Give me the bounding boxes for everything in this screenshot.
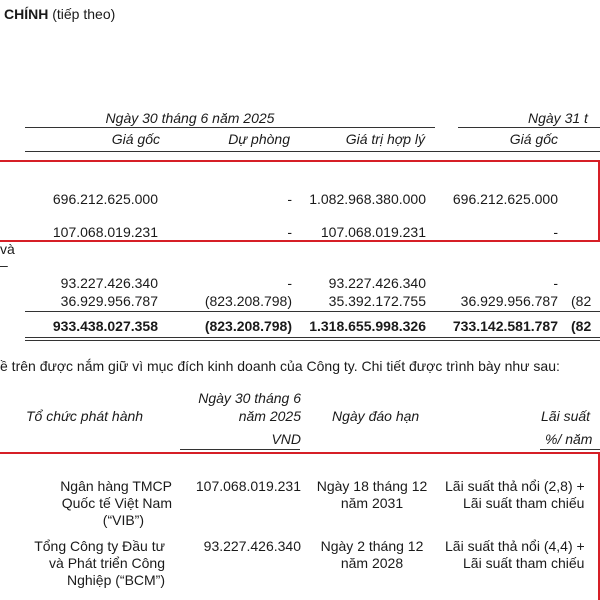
t2-header-underline-amount bbox=[180, 449, 300, 450]
group-underline-1 bbox=[25, 127, 435, 128]
t2-issuer-line: Tổng Công ty Đầu tư bbox=[34, 538, 165, 554]
t2-rate-line: Lãi suất tham chiếu bbox=[463, 555, 585, 571]
highlight-box-2-top bbox=[0, 452, 600, 454]
total-double-rule-1 bbox=[25, 337, 600, 338]
total-top-rule bbox=[25, 311, 600, 312]
t2-header-amount-line1: Ngày 30 tháng 6 bbox=[198, 390, 301, 406]
col-header-cost-prior: Giá gốc bbox=[509, 131, 558, 147]
cell-provision: - bbox=[287, 224, 292, 240]
cell-cost: 107.068.019.231 bbox=[52, 224, 158, 240]
cell-cost: 696.212.625.000 bbox=[52, 191, 158, 207]
t2-maturity-line: năm 2031 bbox=[340, 495, 404, 511]
row-label-fragment: – bbox=[0, 257, 8, 273]
t2-header-maturity: Ngày đáo hạn bbox=[332, 408, 420, 424]
t2-header-amount-unit: VND bbox=[271, 431, 301, 447]
cell-cost: 36.929.956.787 bbox=[60, 293, 158, 309]
t2-issuer-line: (“VIB”) bbox=[102, 512, 144, 528]
cell-fair-value: 1.082.968.380.000 bbox=[309, 191, 426, 207]
t2-issuer-line: và Phát triển Công bbox=[49, 555, 165, 571]
total-fair-value: 1.318.655.998.326 bbox=[309, 318, 426, 334]
t2-amount: 107.068.019.231 bbox=[195, 478, 301, 494]
group-underline-2 bbox=[458, 127, 600, 128]
cell-cost-prior: 696.212.625.000 bbox=[452, 191, 558, 207]
col-header-cost: Giá gốc bbox=[111, 131, 160, 147]
cell-cost-prior: 36.929.956.787 bbox=[460, 293, 558, 309]
cell-cost: 93.227.426.340 bbox=[60, 275, 158, 291]
highlight-box-1-bottom bbox=[0, 240, 600, 242]
t2-header-rate-unit: %/ năm bbox=[545, 431, 593, 447]
section-title-bold: CHÍNH bbox=[4, 6, 49, 22]
total-double-rule-2 bbox=[25, 340, 600, 341]
total-cost: 933.438.027.358 bbox=[52, 318, 158, 334]
section-title bbox=[4, 6, 115, 22]
total-cost-prior: 733.142.581.787 bbox=[452, 318, 558, 334]
cell-provision: (823.208.798) bbox=[204, 293, 292, 309]
cell-fair-value: 93.227.426.340 bbox=[328, 275, 426, 291]
t2-issuer-line: Quốc tế Việt Nam bbox=[61, 495, 172, 511]
t2-header-amount-line2: năm 2025 bbox=[238, 408, 301, 424]
row-label-fragment: và bbox=[0, 241, 15, 257]
t2-rate-line: Lãi suất thả nổi (2,8) + bbox=[445, 478, 585, 494]
group-header-prior: Ngày 31 t bbox=[528, 110, 588, 126]
t2-maturity-line: Ngày 18 tháng 12 bbox=[316, 478, 428, 494]
t2-header-underline-rate bbox=[540, 449, 600, 450]
cell-provision-prior: (82 bbox=[571, 293, 592, 309]
total-provision: (823.208.798) bbox=[204, 318, 292, 334]
cell-provision: - bbox=[287, 191, 292, 207]
t2-rate-line: Lãi suất tham chiếu bbox=[463, 495, 585, 511]
t2-issuer-line: Ngân hàng TMCP bbox=[60, 478, 172, 494]
t2-issuer-line: Nghiệp (“BCM”) bbox=[66, 572, 165, 588]
t2-header-issuer: Tổ chức phát hành bbox=[26, 408, 144, 424]
cell-provision: - bbox=[287, 275, 292, 291]
t2-header-rate: Lãi suất bbox=[541, 408, 591, 424]
group-header-2025: Ngày 30 tháng 6 năm 2025 bbox=[105, 110, 275, 126]
total-provision-prior: (82 bbox=[571, 318, 592, 334]
section-title-rest: (tiếp theo) bbox=[48, 6, 116, 22]
highlight-box-1-top bbox=[0, 160, 600, 162]
paragraph-text: ề trên được nắm giữ vì mục đích kinh doanh của Công ty. Chi tiết được trình bày như sau: bbox=[0, 358, 560, 374]
col-header-underline bbox=[25, 151, 600, 152]
cell-cost-prior: - bbox=[553, 224, 558, 240]
cell-fair-value: 35.392.172.755 bbox=[328, 293, 426, 309]
cell-cost-prior: - bbox=[553, 275, 558, 291]
t2-maturity-line: Ngày 2 tháng 12 bbox=[320, 538, 424, 554]
t2-maturity-line: năm 2028 bbox=[340, 555, 404, 571]
t2-rate-line: Lãi suất thả nổi (4,4) + bbox=[445, 538, 585, 554]
t2-amount: 93.227.426.340 bbox=[203, 538, 301, 554]
col-header-fair-value: Giá trị hợp lý bbox=[345, 131, 425, 147]
col-header-provision: Dự phòng bbox=[228, 131, 290, 147]
cell-fair-value: 107.068.019.231 bbox=[320, 224, 426, 240]
